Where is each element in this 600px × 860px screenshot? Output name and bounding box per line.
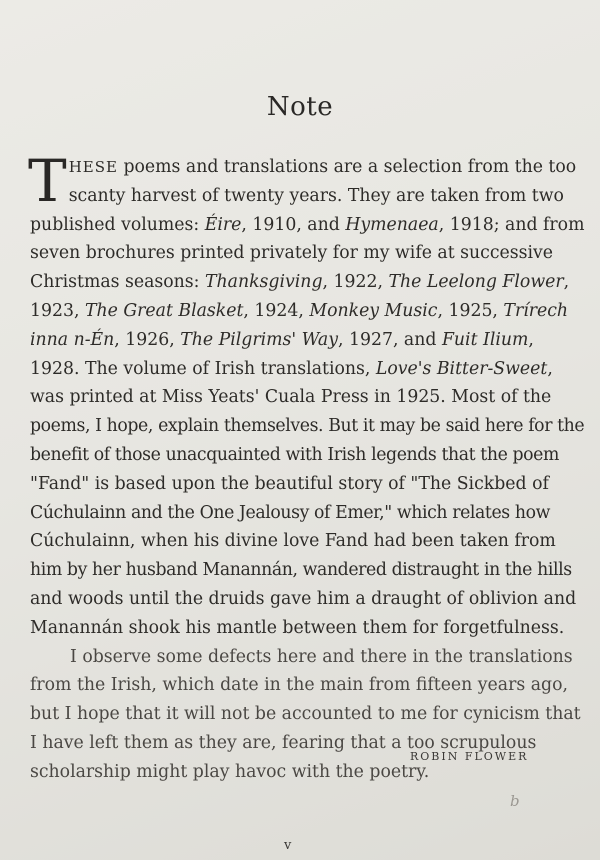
text-line [30,182,564,211]
italic-title-text: Trírech [503,300,569,321]
text-line [30,614,565,643]
page-title: Note [266,92,334,122]
text-segment: Christmas seasons: [30,272,205,293]
text-line [30,383,552,412]
text-segment: Cúchulainn and the One Jealousy of Emer," which relates how [30,502,550,523]
text-line [30,470,549,499]
text-segment: , 1925, [437,300,504,321]
text-line [30,239,554,268]
italic-title-text: Love's Bitter-Sweet [375,358,548,379]
text-segment: "Fand" is based upon the beautiful story of "The Sickbed of [30,473,549,494]
text-line [30,153,577,182]
italic-title-text: Éire [204,214,242,235]
text-segment: from the Irish, which date in the main from fifteen years ago, [30,675,568,696]
text-segment: HESE [68,158,118,176]
note-body [28,147,585,787]
italic-title-text: The Pilgrims' Way [180,329,338,350]
text-line [30,268,570,297]
text-segment: , [563,272,570,293]
text-line [30,499,550,528]
text-line [30,211,585,240]
text-segment: , [528,329,534,350]
italic-title-text: Fuit Ilium [441,329,529,350]
text-line [30,441,559,470]
text-segment: , 1924, [243,300,310,321]
text-segment: , 1922, [322,272,389,293]
text-line [30,700,581,729]
text-line [30,355,553,384]
text-segment: , 1926, [114,329,181,350]
italic-title-text: The Great Blasket [84,300,244,321]
text-segment: I observe some defects here and there in the translations [70,646,573,667]
text-line [30,671,568,700]
italic-title-text: Thanksgiving [205,272,323,293]
text-segment: 1923, [30,300,85,321]
text-line [30,326,545,355]
text-segment: was printed at Miss Yeats' Cuala Press in 1925. Most of the [30,387,552,408]
text-line [30,585,577,614]
text-segment: , 1927, and [337,329,442,350]
text-segment: scholarship might play havoc with the poetry. [30,761,430,782]
italic-title-text: inna n-Én [30,329,115,350]
text-segment: published volumes: [30,214,205,235]
text-line [30,527,556,556]
text-line [30,297,569,326]
text-segment: , 1910, and [241,214,346,235]
page-number: v [284,838,292,853]
text-segment: Cúchulainn, when his divine love Fand had been taken from [30,531,556,552]
text-line [30,643,573,672]
text-line [30,556,572,585]
italic-title-text: The Leelong Flower [388,272,564,293]
text-segment: I have left them as they are, fearing that a too scrupulous [30,732,537,753]
text-segment: benefit of those unacquainted with Irish legends that the poem [30,444,559,465]
text-line [30,412,585,441]
text-segment: scanty harvest of twenty years. They are taken from two [68,185,564,206]
italic-title-text: Hymenaea [345,214,439,235]
text-segment: , 1918; and from [438,214,585,235]
text-segment: him by her husband Manannán, wandered distraught in the hills [30,560,572,581]
italic-title-text: Monkey Music [309,300,438,321]
drop-cap: T [28,147,67,215]
text-segment: seven brochures printed privately for my wife at successive [30,243,554,264]
text-segment: poems, I hope, explain themselves. But it may be said here for the [30,416,585,437]
text-segment: Manannán shook his mantle between them for forgetfulness. [30,617,565,638]
pencil-annotation: b [510,792,520,810]
text-segment: and woods until the druids gave him a draught of oblivion and [30,588,577,609]
text-segment: , [547,358,553,379]
text-segment: 1928. The volume of Irish translations, [30,358,376,379]
text-segment: poems and translations are a selection from the too [117,157,577,177]
author-signature: ROBIN FLOWER [410,750,529,763]
text-segment: but I hope that it will not be accounted to me for cynicism that [30,704,581,725]
